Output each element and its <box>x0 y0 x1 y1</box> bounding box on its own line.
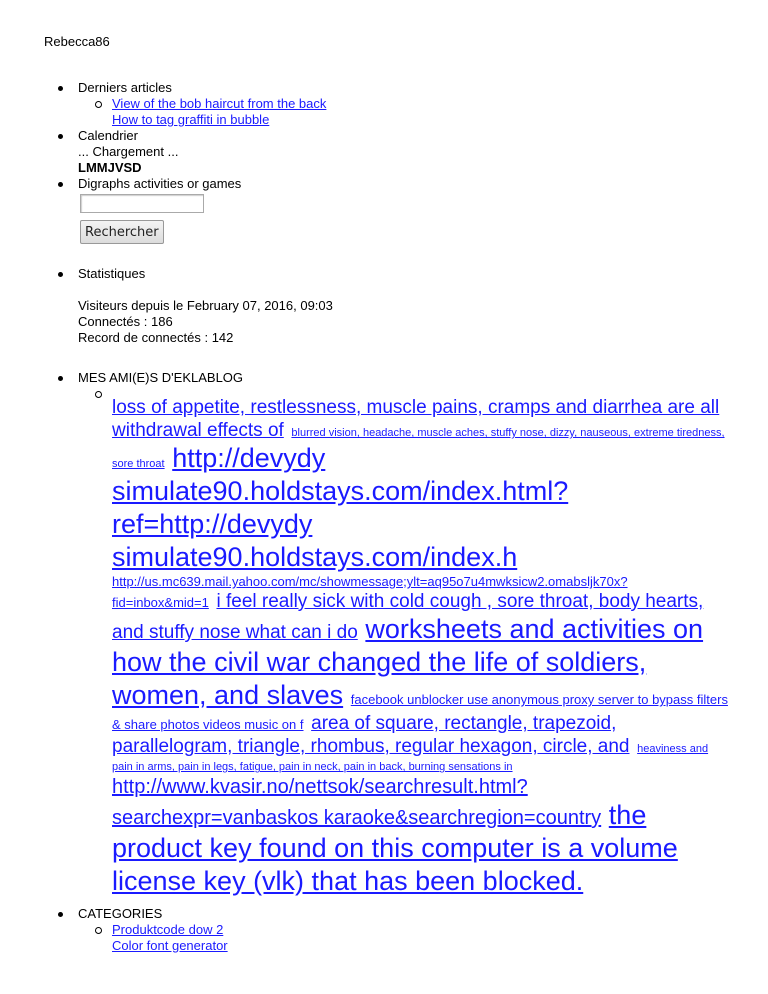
cloud-link[interactable]: http://www.kvasir.no/nettsok/searchresult.html?searchexpr=vanbaskos karaoke&searchregion=country <box>112 775 602 830</box>
cloud-link[interactable]: area of square, rectangle, trapezoid, parallelogram, triangle, rhombus, regular hexagon, circle, and <box>112 712 630 758</box>
category-item <box>78 938 728 954</box>
site-title: Rebecca86 <box>44 34 110 49</box>
cloud-link[interactable]: http://us.mc639.mail.yahoo.com/mc/showmessage;ylt=aq95o7u4mwksicw2.omabsljk70x?fid=inbox&mid=1 <box>112 574 628 610</box>
visitors-since-text: Visiteurs depuis le February 07, 2016, 09:03 <box>78 298 333 313</box>
cloud-link[interactable]: i feel really sick with cold cough , sore throat, body hearts, and stuffy nose what can i do <box>112 590 704 644</box>
category-link-produktcode[interactable]: Produktcode dow 2 <box>112 921 224 937</box>
recent-articles-section <box>58 80 728 128</box>
recent-articles-heading: Derniers articles <box>78 80 172 95</box>
search-heading: Digraphs activities or games <box>78 176 242 191</box>
search-input[interactable] <box>80 194 204 213</box>
calendar-heading: Calendrier <box>78 128 138 143</box>
calendar-loading-text: ... Chargement ... <box>78 144 179 159</box>
search-button[interactable]: Rechercher <box>80 220 164 244</box>
cloud-link[interactable]: worksheets and activities on how the civil war changed the life of soldiers, women, and slaves <box>112 614 704 710</box>
cloud-link[interactable]: blurred vision, headache, muscle aches, stuffy nose, dizzy, nauseous, extreme tiredness, sore throat <box>112 427 725 471</box>
cloud-link[interactable]: facebook unblocker use anonymous proxy server to bypass filters & share photos videos music on f <box>112 692 728 732</box>
category-item <box>78 922 728 938</box>
statistics-section <box>58 266 728 370</box>
recent-article-item <box>78 112 728 128</box>
friends-link-cloud <box>112 396 728 898</box>
statistics-heading: Statistiques <box>78 266 146 281</box>
friends-section <box>58 370 728 906</box>
cloud-link[interactable]: the product key found on this computer is a volume license key (vlk) that has been blocked. <box>112 800 678 896</box>
recent-article-link-bob-haircut[interactable]: View of the bob haircut from the back <box>112 96 327 111</box>
cloud-link[interactable]: heaviness and pain in arms, pain in legs, fatigue, pain in neck, pain in back, burning sensations in <box>112 743 709 774</box>
connected-record-text: Record de connectés : 142 <box>78 330 234 345</box>
recent-article-item <box>78 96 728 112</box>
connected-count-text: Connectés : 186 <box>78 314 173 329</box>
category-link-color-font[interactable]: Color font generator <box>112 937 228 953</box>
recent-article-link-graffiti[interactable]: How to tag graffiti in bubble <box>112 112 270 127</box>
sidebar <box>58 80 728 954</box>
friends-heading: MES AMI(E)S D'EKLABLOG <box>78 370 244 385</box>
categories-heading: CATEGORIES <box>78 905 163 921</box>
search-section <box>58 176 728 244</box>
calendar-days: LMMJVSD <box>78 160 142 175</box>
friends-cloud-item <box>78 386 728 906</box>
cloud-link[interactable]: loss of appetite, restlessness, muscle pains, cramps and diarrhea are all withdrawal effects of <box>112 397 720 442</box>
calendar-section <box>58 128 728 176</box>
categories-section <box>58 906 728 954</box>
cloud-link[interactable]: http://devydy simulate90.holdstays.com/index.html?ref=http://devydy simulate90.holdstays.com/index.h <box>112 443 569 573</box>
